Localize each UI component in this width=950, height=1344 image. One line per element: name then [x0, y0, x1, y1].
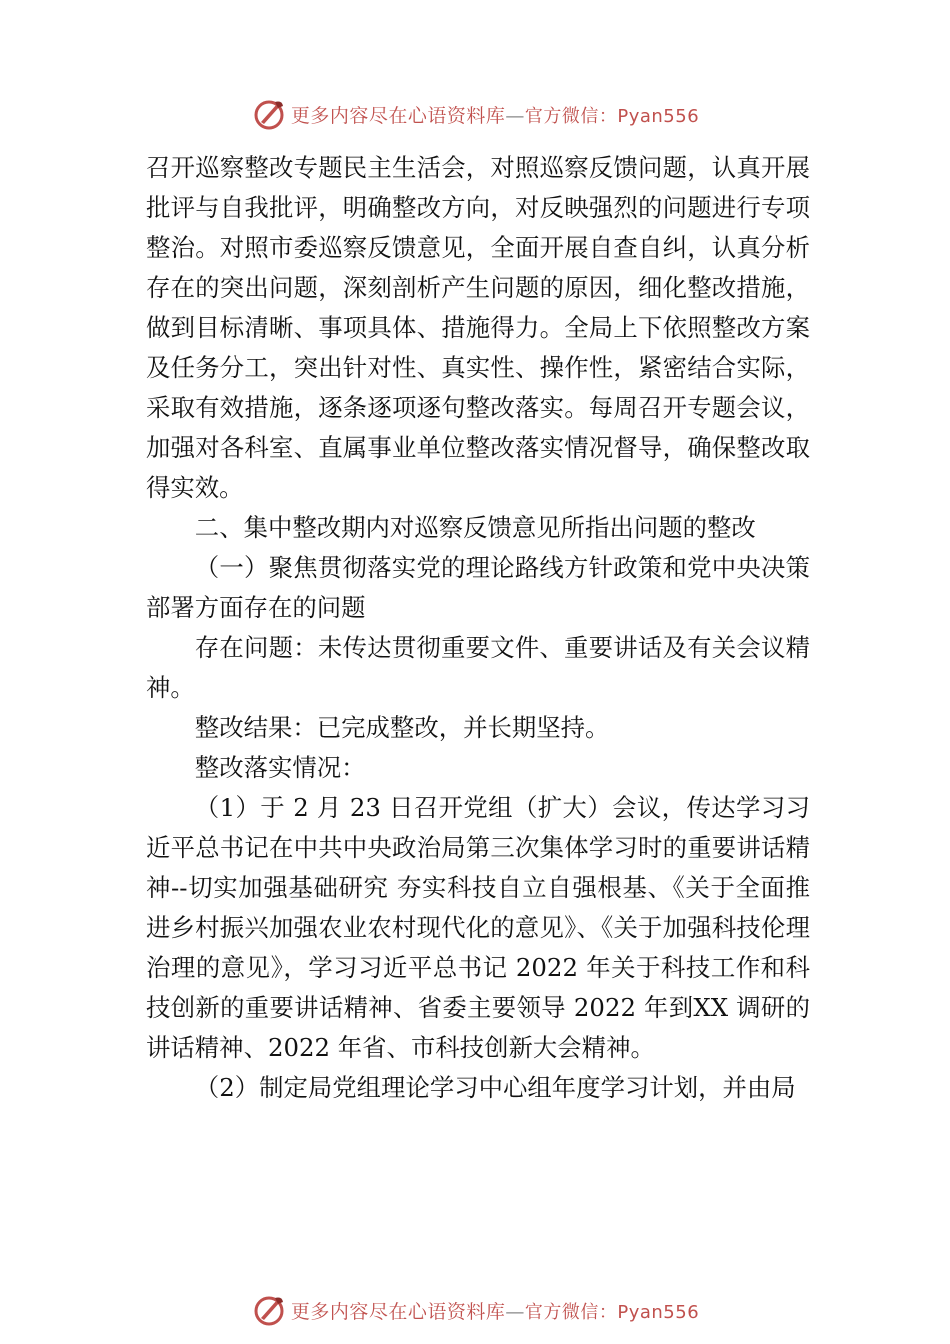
implementation-label: 整改落实情况： [194, 753, 366, 782]
banner-text [291, 1297, 699, 1324]
banner-main: 更多内容尽在心语资料库 [290, 1300, 506, 1323]
document-body [146, 148, 810, 1108]
banner-wechat: 官方微信：Pyan556 [524, 1301, 700, 1323]
footer-banner [0, 1290, 950, 1330]
banner-wechat: 官方微信：Pyan556 [524, 105, 700, 127]
banner-text [291, 101, 699, 128]
implementation-item-1: （1）于 2 月 23 日召开党组（扩大）会议，传达学习习近平总书记在中共中央政治局第三次集体学习时的重要讲话精神--切实加强基础研究 夯实科技自立自强根基、《关于全面推进乡村振兴加强农业农村现代化的意见》、《关于加强科技伦理治理的意见》，学习习近平总书记 2022 年关于科技工作和科技创新的重要讲话精神、省委主要领导 2022 年到XX 调研的讲话精神、2022 年省、市科技创新大会精神。 [146, 793, 810, 1062]
banner-dash: — [505, 104, 525, 127]
header-banner [0, 94, 950, 134]
rectification-result: 整改结果：已完成整改，并长期坚持。 [194, 713, 610, 742]
section-heading: 二、集中整改期内对巡察反馈意见所指出问题的整改 [194, 513, 756, 542]
quill-pen-logo-icon [251, 96, 287, 132]
paragraph-continuation: 召开巡察整改专题民主生活会，对照巡察反馈问题，认真开展批评与自我批评，明确整改方向，对反映强烈的问题进行专项整治。对照市委巡察反馈意见，全面开展自查自纠，认真分析存在的突出问题，深刻剖析产生问题的原因，细化整改措施，做到目标清晰、事项具体、措施得力。全局上下依照整改方案及任务分工，突出针对性、真实性、操作性，紧密结合实际，采取有效措施，逐条逐项逐句整改落实。每周召开专题会议，加强对各科室、直属事业单位整改落实情况督导，确保整改取得实效。 [146, 153, 810, 502]
quill-pen-logo-icon [251, 1292, 287, 1328]
banner-dash: — [505, 1300, 525, 1323]
implementation-item-2: （2）制定局党组理论学习中心组年度学习计划，并由局 [194, 1073, 796, 1102]
problem-statement: 存在问题：未传达贯彻重要文件、重要讲话及有关会议精神。 [146, 633, 810, 702]
subsection-heading: （一）聚焦贯彻落实党的理论路线方针政策和党中央决策部署方面存在的问题 [146, 553, 810, 622]
banner-main: 更多内容尽在心语资料库 [290, 104, 506, 127]
